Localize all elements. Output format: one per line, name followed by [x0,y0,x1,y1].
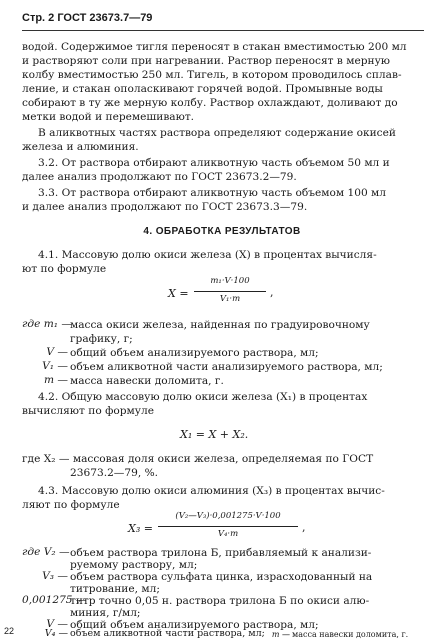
definition-symbol: где V₂ — [22,546,70,558]
aliquot-paragraph-line: В аликвотных частях раствора определяют содержание окисей [38,127,396,139]
definition-symbol: 0,001275 — [22,594,87,606]
clause-4-2-line: вычисляют по формуле [22,405,154,417]
formula-1-denominator: V₁·m [219,294,241,304]
intro-line: метки водой и перемешивают. [22,111,195,123]
definition-text: титрование, мл; [70,583,160,595]
clause-4-3-line: 4.3. Массовую долю окиси алюминия (X₃) в процентах вычис- [38,485,385,497]
intro-line: и растворяют соли при нагревании. Раствор переносят в мерную [22,55,391,67]
definition-text: объем аликвотной части анализируемого раствора, мл; [70,361,383,373]
definition-symbol: V₁ — [42,360,68,372]
definition-symbol: V — [46,346,68,358]
definition-x2-line: где X₂ — массовая доля окиси железа, определяемая по ГОСТ [22,453,374,465]
formula-3-comma: , [302,521,306,534]
intro-line: колбу вместимостью 250 мл. Тигель, в котором проводилось сплав- [22,69,402,81]
definition-text: общий объем анализируемого раствора, мл; [70,347,319,359]
formula-3-lhs: X₃ = [128,522,153,535]
formula-3-fraction-bar [158,526,298,527]
definition-text: масса навески доломита, г. [70,375,224,387]
definition-x2-line: 23673.2—79, %. [70,467,159,479]
definition-text: общий объем анализируемого раствора, мл; [70,619,319,631]
definition-text: титр точно 0,05 н. раствора трилона Б по окиси алю- [70,595,370,607]
definition-text: графику, г; [70,333,133,345]
definition-text: масса окиси железа, найденная по градуировочному [70,319,370,331]
definition-text: руемому раствору, мл; [70,559,198,571]
clause-4-3-line: ляют по формуле [22,499,120,511]
formula-2: X₁ = X + X₂. [180,428,249,441]
section-heading: 4. ОБРАБОТКА РЕЗУЛЬТАТОВ [143,226,301,237]
header-rule [22,30,424,31]
aliquot-paragraph-line: железа и алюминия. [22,141,139,153]
formula-1-comma: , [270,286,274,299]
clause-4-1-line: 4.1. Массовую долю окиси железа (X) в процентах вычисля- [38,249,377,261]
definition-text: объем раствора сульфата цинка, израсходованный на [70,571,373,583]
clause-3-2-line: далее анализ продолжают по ГОСТ 23673.2—79. [22,171,297,183]
definition-symbol: V₃ — [42,570,68,582]
definition-symbol: m — [43,374,68,386]
definition-text: объем аликвотной части раствора, мл; [70,628,265,639]
definition-symbol: где m₁ — [22,318,72,330]
clause-3-3-line: и далее анализ продолжают по ГОСТ 23673.3—79. [22,201,308,213]
definition-text: масса навески доломита, г. [292,630,409,639]
page-number: 22 [4,626,15,636]
clause-4-1-line: ют по формуле [22,263,107,275]
clause-3-3-line: 3.3. От раствора отбирают аликвотную часть объемом 100 мл [38,187,387,199]
formula-1-lhs: X = [168,287,189,300]
definition-text: объем раствора трилона Б, прибавляемый к анализи- [70,547,372,559]
formula-3-numerator: (V₂—V₃)·0,001275·V·100 [175,511,281,521]
intro-line: водой. Содержимое тигля переносят в стакан вместимостью 200 мл [22,41,407,53]
definition-symbol: V₄ — [44,628,68,639]
clause-4-2-line: 4.2. Общую массовую долю окиси железа (X₁) в процентах [38,391,368,403]
intro-line: собирают в ту же мерную колбу. Раствор охлаждают, доливают до [22,97,398,109]
definition-symbol: V — [46,618,68,630]
intro-line: ление, и стакан ополаскивают горячей водой. Промывные воды [22,83,383,95]
definition-text: миния, г/мл; [70,607,141,619]
page-header: Стр. 2 ГОСТ 23673.7—79 [22,12,153,24]
clause-3-2-line: 3.2. От раствора отбирают аликвотную часть объемом 50 мл и [38,157,390,169]
definition-symbol: m — [271,630,290,639]
formula-3-denominator: V₄·m [217,529,239,539]
formula-1-fraction-bar [194,291,266,292]
formula-1-numerator: m₁·V·100 [210,276,250,286]
